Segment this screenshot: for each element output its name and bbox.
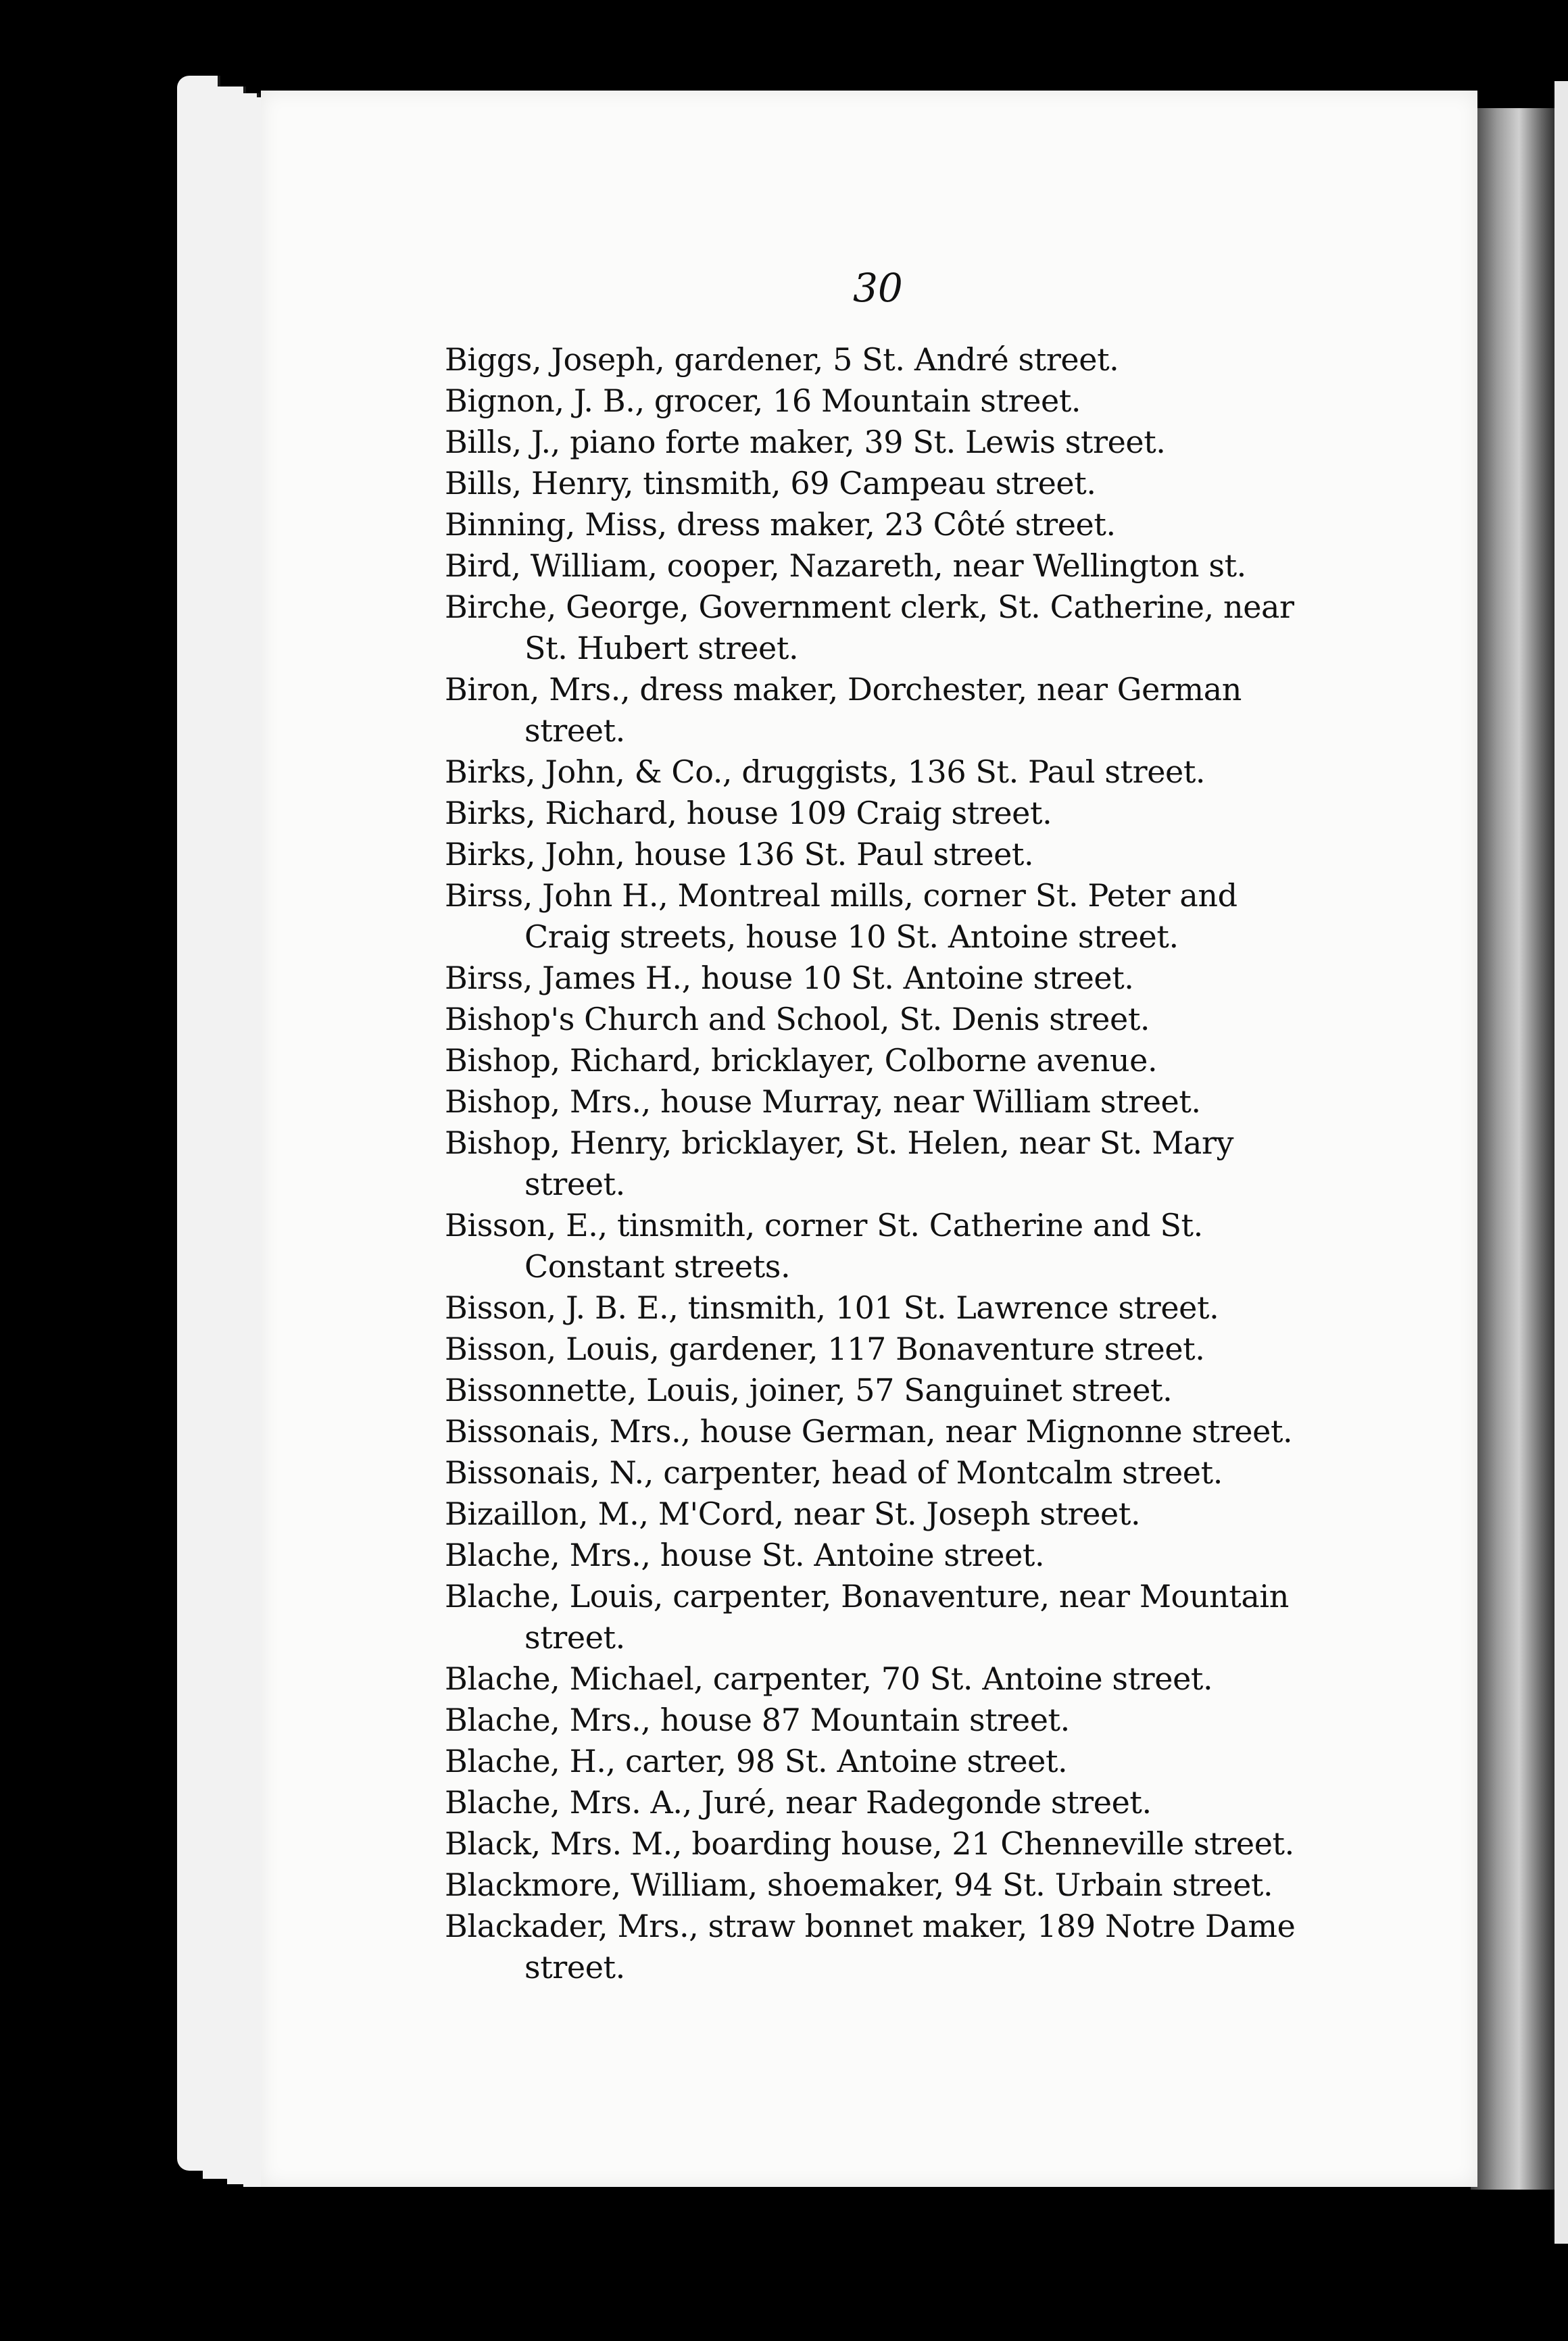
directory-entry [445, 422, 1364, 463]
entry-line: street. [524, 1166, 625, 1202]
entry-line: Black, Mrs. M., boarding house, 21 Chenneville street. [445, 1825, 1294, 1862]
entry-line: Birche, George, Government clerk, St. Catherine, near [445, 589, 1294, 625]
directory-entry [445, 1081, 1364, 1123]
entry-line: Bisson, Louis, gardener, 117 Bonaventure street. [445, 1331, 1205, 1367]
directory-entry [445, 1741, 1364, 1782]
directory-entry [445, 793, 1364, 834]
entry-line: Biron, Mrs., dress maker, Dorchester, near German [445, 671, 1242, 708]
entry-line: Birks, Richard, house 109 Craig street. [445, 795, 1052, 831]
directory-entry [445, 463, 1364, 504]
entry-line: Blache, Mrs., house St. Antoine street. [445, 1537, 1045, 1573]
entry-line: Blache, Louis, carpenter, Bonaventure, near Mountain [445, 1578, 1289, 1615]
entry-line: Blache, Mrs. A., Juré, near Radegonde street. [445, 1784, 1152, 1821]
entry-line: Bills, Henry, tinsmith, 69 Campeau street. [445, 465, 1096, 501]
entry-line: Bishop's Church and School, St. Denis street. [445, 1001, 1150, 1037]
entry-line: Blache, Michael, carpenter, 70 St. Antoine street. [445, 1660, 1213, 1697]
entry-line: Blache, H., carter, 98 St. Antoine street. [445, 1743, 1068, 1779]
entry-line: street. [524, 1949, 625, 1986]
directory-entry [445, 1329, 1364, 1370]
entry-line: Bishop, Richard, bricklayer, Colborne avenue. [445, 1042, 1158, 1079]
directory-entry [445, 751, 1364, 793]
entry-line: Binning, Miss, dress maker, 23 Côté street. [445, 506, 1116, 543]
entry-line: Blache, Mrs., house 87 Mountain street. [445, 1702, 1070, 1738]
entry-line: Birss, James H., house 10 St. Antoine street. [445, 960, 1134, 996]
directory-entry [445, 1287, 1364, 1329]
directory-entry [445, 1494, 1364, 1535]
directory-entry [445, 999, 1364, 1040]
entry-line: Bird, William, cooper, Nazareth, near Wellington st. [445, 547, 1246, 584]
directory-entry [445, 1700, 1364, 1741]
directory-entry [445, 545, 1364, 587]
entry-line: Blackmore, William, shoemaker, 94 St. Urbain street. [445, 1867, 1273, 1903]
entry-line: Bishop, Henry, bricklayer, St. Helen, near St. Mary [445, 1125, 1234, 1161]
page-number: 30 [853, 265, 903, 311]
entry-line: street. [524, 712, 625, 749]
directory-entry [445, 1782, 1364, 1823]
directory-entry [445, 1411, 1364, 1452]
entry-line: Bignon, J. B., grocer, 16 Mountain street. [445, 383, 1081, 419]
directory-entry [445, 339, 1364, 380]
entry-line: Bissonnette, Louis, joiner, 57 Sanguinet street. [445, 1372, 1173, 1408]
book-spine-edge [1471, 108, 1559, 2190]
entry-line: Bisson, E., tinsmith, corner St. Catherine and St. [445, 1207, 1203, 1243]
directory-entry [445, 669, 1364, 751]
directory-entry [445, 1040, 1364, 1081]
directory-entry [445, 380, 1364, 422]
directory-entry [445, 1205, 1364, 1287]
next-page-edge [1554, 81, 1568, 2244]
entry-line: Birks, John, & Co., druggists, 136 St. Paul street. [445, 754, 1206, 790]
directory-entry [445, 1906, 1364, 1988]
entry-line: Blackader, Mrs., straw bonnet maker, 189 Notre Dame [445, 1908, 1296, 1944]
directory-entry [445, 1823, 1364, 1865]
entry-line: Biggs, Joseph, gardener, 5 St. André street. [445, 341, 1119, 378]
entry-line: Constant streets. [524, 1248, 791, 1285]
directory-entry [445, 504, 1364, 545]
directory-entry [445, 1658, 1364, 1700]
directory-entry [445, 1535, 1364, 1576]
entry-line: Birks, John, house 136 St. Paul street. [445, 836, 1034, 872]
entry-line: Bills, J., piano forte maker, 39 St. Lewis street. [445, 424, 1166, 460]
entry-line: Bissonais, N., carpenter, head of Montcalm street. [445, 1454, 1223, 1491]
directory-entry [445, 587, 1364, 669]
directory-entry [445, 958, 1364, 999]
entry-line: Bishop, Mrs., house Murray, near William street. [445, 1083, 1201, 1120]
directory-entry [445, 1370, 1364, 1411]
directory-entry [445, 1123, 1364, 1205]
directory-entries [445, 339, 1364, 1988]
entry-line: Craig streets, house 10 St. Antoine street. [524, 918, 1179, 955]
entry-line: St. Hubert street. [524, 630, 799, 666]
directory-entry [445, 1576, 1364, 1658]
directory-entry [445, 1452, 1364, 1494]
directory-entry [445, 1865, 1364, 1906]
directory-entry [445, 875, 1364, 958]
directory-entry [445, 834, 1364, 875]
entry-line: street. [524, 1619, 625, 1656]
entry-line: Bizaillon, M., M'Cord, near St. Joseph street. [445, 1496, 1141, 1532]
entry-line: Birss, John H., Montreal mills, corner St. Peter and [445, 877, 1238, 914]
entry-line: Bisson, J. B. E., tinsmith, 101 St. Lawrence street. [445, 1289, 1219, 1326]
entry-line: Bissonais, Mrs., house German, near Mignonne street. [445, 1413, 1293, 1450]
